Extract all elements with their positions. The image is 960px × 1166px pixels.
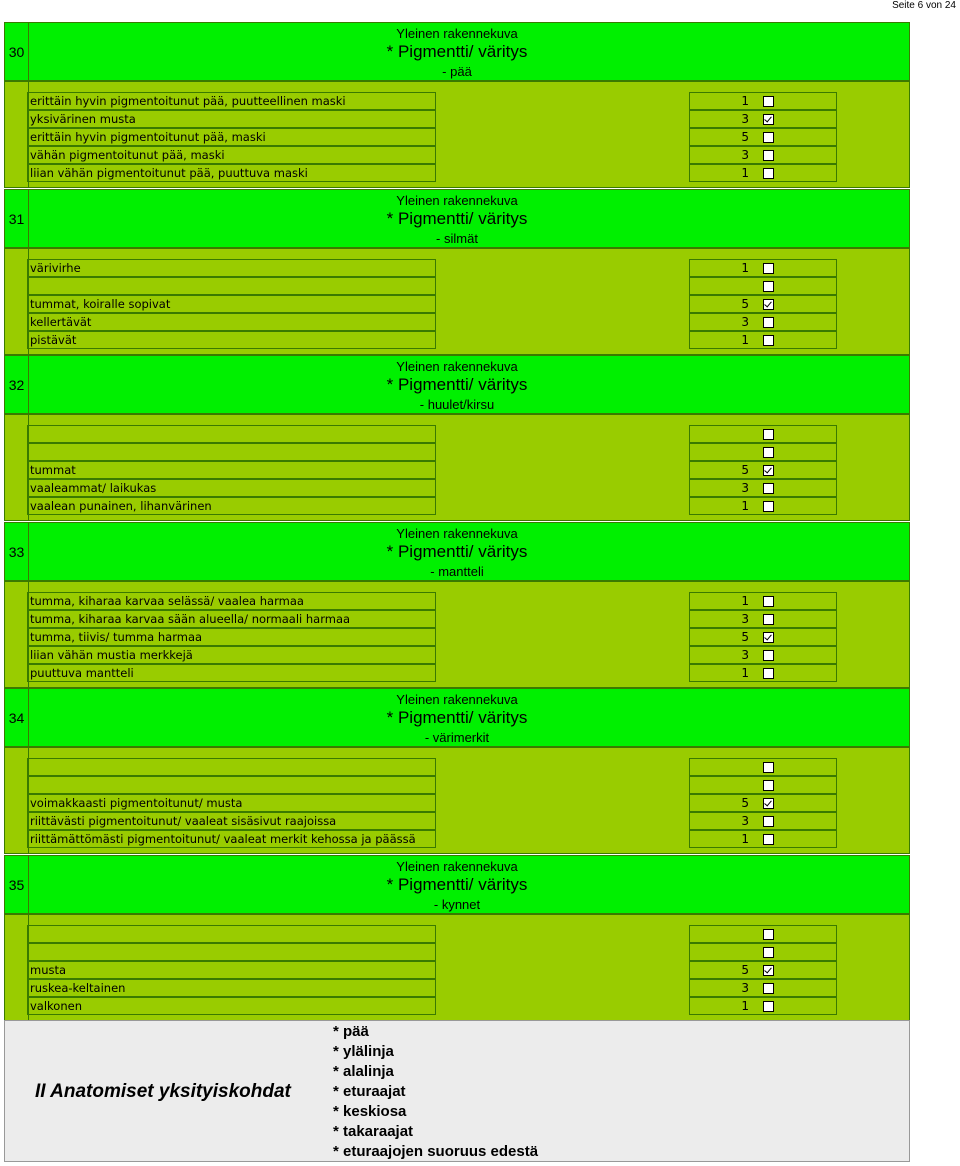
option-text: vaaleammat/ laikukas — [27, 479, 436, 497]
list-item: * pää — [333, 1023, 369, 1040]
score-value: 3 — [741, 148, 749, 162]
option-text: tummat — [27, 461, 436, 479]
number-column — [5, 748, 29, 853]
score-cell — [689, 425, 837, 443]
score-cell — [689, 295, 837, 313]
header-subtitle: - pää — [442, 64, 472, 79]
option-text: valkonen — [27, 997, 436, 1015]
score-cell — [689, 943, 837, 961]
checkbox[interactable] — [763, 132, 774, 143]
score-cell — [689, 997, 837, 1015]
section-body — [4, 914, 910, 1021]
score-cell — [689, 497, 837, 515]
header-category: Yleinen rakennekuva — [396, 26, 518, 41]
score-value: 1 — [741, 666, 749, 680]
section-number: 34 — [5, 689, 29, 746]
header-category: Yleinen rakennekuva — [396, 692, 518, 707]
score-value: 3 — [741, 315, 749, 329]
checkbox[interactable] — [763, 596, 774, 607]
checkbox[interactable] — [763, 668, 774, 679]
header-title: * Pigmentti/ väritys — [386, 42, 528, 61]
header-subtitle: - mantteli — [430, 564, 484, 579]
checkbox[interactable] — [763, 965, 774, 976]
section-header — [4, 189, 910, 248]
score-value: 1 — [741, 832, 749, 846]
checkbox[interactable] — [763, 317, 774, 328]
anatomical-details-list — [333, 1022, 538, 1162]
checkbox[interactable] — [763, 834, 774, 845]
score-value: 3 — [741, 981, 749, 995]
option-text: voimakkaasti pigmentoitunut/ musta — [27, 794, 436, 812]
option-text: erittäin hyvin pigmentoitunut pää, maski — [27, 128, 436, 146]
score-value: 3 — [741, 648, 749, 662]
score-cell — [689, 313, 837, 331]
header-subtitle: - värimerkit — [424, 730, 490, 745]
header-title: * Pigmentti/ väritys — [386, 375, 528, 394]
option-text: kellertävät — [27, 313, 436, 331]
section-number: 32 — [5, 356, 29, 413]
score-cell — [689, 461, 837, 479]
option-text: värivirhe — [27, 259, 436, 277]
list-item: * ylälinja — [333, 1043, 394, 1060]
score-value: 1 — [741, 999, 749, 1013]
score-cell — [689, 830, 837, 848]
score-cell — [689, 628, 837, 646]
number-column — [5, 582, 29, 687]
option-text: tumma, tiivis/ tumma harmaa — [27, 628, 436, 646]
checkbox[interactable] — [763, 263, 774, 274]
header-category: Yleinen rakennekuva — [396, 526, 518, 541]
checkbox[interactable] — [763, 798, 774, 809]
checkbox[interactable] — [763, 983, 774, 994]
header-subtitle: - huulet/kirsu — [419, 397, 495, 412]
section-header — [4, 522, 910, 581]
option-text: vaalean punainen, lihanvärinen — [27, 497, 436, 515]
section-body — [4, 414, 910, 521]
score-value: 5 — [741, 630, 749, 644]
list-item: * eturaajat — [333, 1083, 406, 1100]
section-header — [4, 355, 910, 414]
score-cell — [689, 277, 837, 295]
section-number: 35 — [5, 856, 29, 913]
score-cell — [689, 331, 837, 349]
section-number: 33 — [5, 523, 29, 580]
option-text: vähän pigmentoitunut pää, maski — [27, 146, 436, 164]
section-title: II Anatomiset yksityiskohdat — [35, 1081, 291, 1102]
score-cell — [689, 925, 837, 943]
section-body — [4, 248, 910, 355]
option-text: yksivärinen musta — [27, 110, 436, 128]
header-category: Yleinen rakennekuva — [396, 193, 518, 208]
header-category: Yleinen rakennekuva — [396, 859, 518, 874]
checkbox[interactable] — [763, 632, 774, 643]
checkbox[interactable] — [763, 447, 774, 458]
score-value: 5 — [741, 963, 749, 977]
number-column — [5, 249, 29, 354]
header-category: Yleinen rakennekuva — [396, 359, 518, 374]
header-title: * Pigmentti/ väritys — [386, 708, 528, 727]
section-body — [4, 81, 910, 188]
section-header — [4, 688, 910, 747]
option-text: liian vähän mustia merkkejä — [27, 646, 436, 664]
list-item: * takaraajat — [333, 1123, 414, 1140]
number-column — [5, 415, 29, 520]
score-value: 5 — [741, 463, 749, 477]
score-cell — [689, 110, 837, 128]
checkbox[interactable] — [763, 465, 774, 476]
score-value: 1 — [741, 594, 749, 608]
option-text: musta — [27, 961, 436, 979]
option-text: puuttuva mantteli — [27, 664, 436, 682]
option-text: liian vähän pigmentoitunut pää, puuttuva maski — [27, 164, 436, 182]
header-title: * Pigmentti/ väritys — [386, 875, 528, 894]
score-cell — [689, 92, 837, 110]
checkbox[interactable] — [763, 168, 774, 179]
section-number: 30 — [5, 23, 29, 80]
anatomical-details-section — [4, 1020, 910, 1162]
header-subtitle: - kynnet — [433, 897, 481, 912]
score-cell — [689, 259, 837, 277]
score-cell — [689, 812, 837, 830]
checkbox[interactable] — [763, 150, 774, 161]
checkbox[interactable] — [763, 501, 774, 512]
checkbox[interactable] — [763, 299, 774, 310]
section-header — [4, 855, 910, 914]
score-value: 1 — [741, 94, 749, 108]
score-value: 1 — [741, 333, 749, 347]
header-title: * Pigmentti/ väritys — [386, 542, 528, 561]
score-value: 5 — [741, 796, 749, 810]
checkbox[interactable] — [763, 614, 774, 625]
checkbox[interactable] — [763, 816, 774, 827]
score-cell — [689, 146, 837, 164]
score-cell — [689, 979, 837, 997]
section-body — [4, 747, 910, 854]
score-value: 1 — [741, 499, 749, 513]
checkbox[interactable] — [763, 429, 774, 440]
section-number: 31 — [5, 190, 29, 247]
option-text — [27, 277, 436, 295]
score-value: 3 — [741, 814, 749, 828]
list-item: * eturaajojen suoruus edestä — [333, 1143, 539, 1160]
checkbox[interactable] — [763, 483, 774, 494]
score-cell — [689, 443, 837, 461]
option-text: erittäin hyvin pigmentoitunut pää, puutteellinen maski — [27, 92, 436, 110]
score-value: 3 — [741, 612, 749, 626]
list-item: * keskiosa — [333, 1103, 407, 1120]
score-cell — [689, 479, 837, 497]
number-column — [5, 915, 29, 1020]
number-column — [5, 82, 29, 187]
score-cell — [689, 646, 837, 664]
checkbox[interactable] — [763, 114, 774, 125]
option-text — [27, 925, 436, 943]
checkbox[interactable] — [763, 780, 774, 791]
option-text: tummat, koiralle sopivat — [27, 295, 436, 313]
page-number: Seite 6 von 24 — [892, 0, 956, 11]
section-header — [4, 22, 910, 81]
list-item: * alalinja — [333, 1063, 394, 1080]
option-text — [27, 425, 436, 443]
checkbox[interactable] — [763, 947, 774, 958]
score-cell — [689, 961, 837, 979]
score-cell — [689, 164, 837, 182]
option-text — [27, 776, 436, 794]
checkbox[interactable] — [763, 929, 774, 940]
score-value: 1 — [741, 261, 749, 275]
score-cell — [689, 610, 837, 628]
score-value: 3 — [741, 112, 749, 126]
checkbox[interactable] — [763, 650, 774, 661]
option-text — [27, 943, 436, 961]
option-text: tumma, kiharaa karvaa sään alueella/ normaali harmaa — [27, 610, 436, 628]
checkbox[interactable] — [763, 335, 774, 346]
score-cell — [689, 592, 837, 610]
header-title: * Pigmentti/ väritys — [386, 209, 528, 228]
option-text — [27, 443, 436, 461]
section-body — [4, 581, 910, 688]
score-value: 5 — [741, 297, 749, 311]
header-subtitle: - silmät — [436, 231, 478, 246]
option-text: riittämättömästi pigmentoitunut/ vaaleat merkit kehossa ja päässä — [27, 830, 436, 848]
score-cell — [689, 794, 837, 812]
option-text — [27, 758, 436, 776]
checkbox[interactable] — [763, 1001, 774, 1012]
score-cell — [689, 664, 837, 682]
checkbox[interactable] — [763, 281, 774, 292]
score-cell — [689, 128, 837, 146]
score-cell — [689, 758, 837, 776]
option-text: ruskea-keltainen — [27, 979, 436, 997]
option-text: pistävät — [27, 331, 436, 349]
score-value: 3 — [741, 481, 749, 495]
score-value: 1 — [741, 166, 749, 180]
checkbox[interactable] — [763, 762, 774, 773]
checkbox[interactable] — [763, 96, 774, 107]
score-cell — [689, 776, 837, 794]
score-value: 5 — [741, 130, 749, 144]
option-text: tumma, kiharaa karvaa selässä/ vaalea harmaa — [27, 592, 436, 610]
option-text: riittävästi pigmentoitunut/ vaaleat sisäsivut raajoissa — [27, 812, 436, 830]
